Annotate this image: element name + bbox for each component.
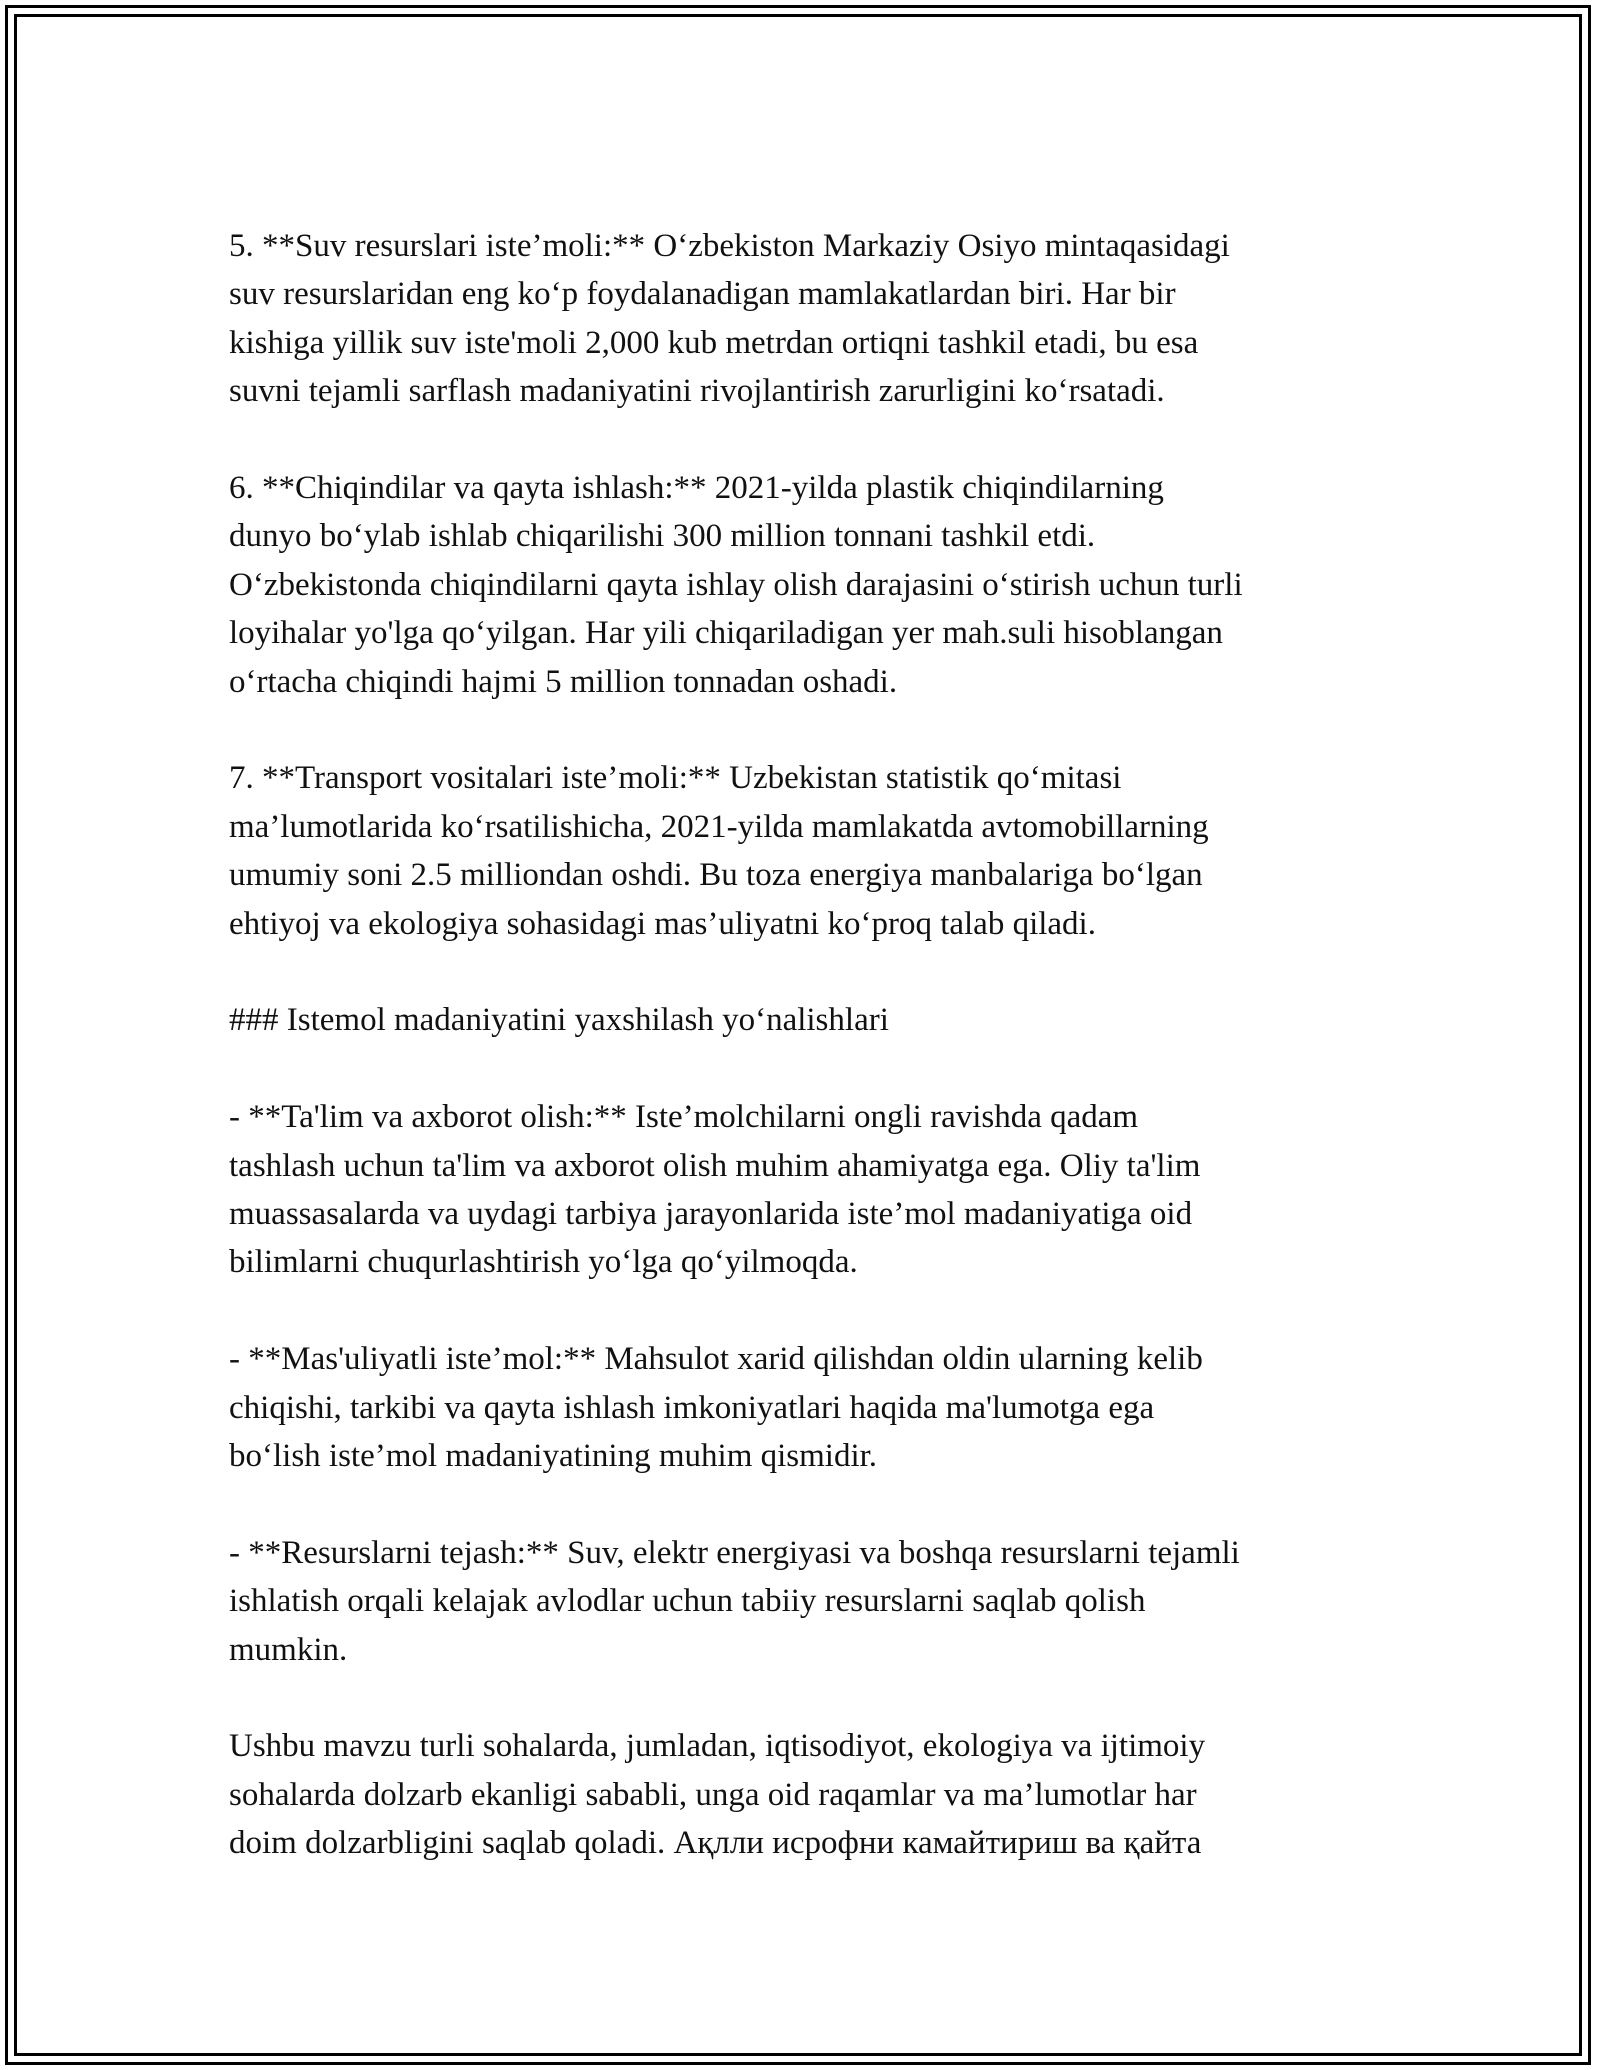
text-line: ehtiyoj va ekologiya sohasidagi mas’uliyatni ko‘proq talab qiladi. xyxy=(229,905,1096,942)
text-line: Ushbu mavzu turli sohalarda, jumladan, iqtisodiyot, ekologiya va ijtimoiy xyxy=(229,1728,1206,1765)
document-body xyxy=(229,222,1409,1916)
text-line: kishiga yillik suv iste'moli 2,000 kub metrdan ortiqni tashkil etadi, bu esa xyxy=(229,324,1199,361)
paragraph-conclusion xyxy=(229,1722,1409,1867)
text-line: - **Resurslarni tejash:** Suv, elektr energiyasi va boshqa resurslarni tejamli xyxy=(229,1534,1240,1571)
paragraph-water-resources xyxy=(229,222,1409,416)
text-line: suvni tejamli sarflash madaniyatini rivojlantirish zarurligini ko‘rsatadi. xyxy=(229,373,1165,410)
bullet-resource-saving xyxy=(229,1529,1409,1674)
text-line: ma’lumotlarida ko‘rsatilishicha, 2021-yilda mamlakatda avtomobillarning xyxy=(229,808,1209,845)
text-line: umumiy soni 2.5 milliondan oshdi. Bu toza energiya manbalariga bo‘lgan xyxy=(229,857,1203,894)
paragraph-transport xyxy=(229,754,1409,948)
text-line: O‘zbekistonda chiqindilarni qayta ishlay olish darajasini o‘stirish uchun turli xyxy=(229,566,1243,603)
text-line: dunyo bo‘ylab ishlab chiqarilishi 300 million tonnani tashkil etdi. xyxy=(229,518,1096,555)
text-line: o‘rtacha chiqindi hajmi 5 million tonnadan oshadi. xyxy=(229,663,898,700)
text-line: 7. **Transport vositalari iste’moli:** Uzbekistan statistik qo‘mitasi xyxy=(229,760,1122,797)
text-line: ishlatish orqali kelajak avlodlar uchun tabiiy resurslarni saqlab qolish xyxy=(229,1583,1146,1620)
text-line: doim dolzarbligini saqlab qoladi. Ақлли исрофни камайтириш ва қайта xyxy=(229,1825,1202,1862)
text-line: - **Ta'lim va axborot olish:** Iste’molchilarni ongli ravishda qadam xyxy=(229,1099,1139,1136)
text-line: suv resurslaridan eng ko‘p foydalanadigan mamlakatlardan biri. Har bir xyxy=(229,276,1176,313)
text-line: chiqishi, tarkibi va qayta ishlash imkoniyatlari haqida ma'lumotga ega xyxy=(229,1389,1155,1426)
bullet-education xyxy=(229,1093,1409,1287)
text-line: muassasalarda va uydagi tarbiya jarayonlarida iste’mol madaniyatiga oid xyxy=(229,1196,1193,1233)
section-heading xyxy=(229,996,1409,1044)
text-line: 6. **Chiqindilar va qayta ishlash:** 2021-yilda plastik chiqindilarning xyxy=(229,470,1164,507)
text-line: - **Mas'uliyatli iste’mol:** Mahsulot xarid qilishdan oldin ularning kelib xyxy=(229,1341,1203,1378)
text-line: tashlash uchun ta'lim va axborot olish muhim ahamiyatga ega. Oliy ta'lim xyxy=(229,1147,1201,1184)
text-line: mumkin. xyxy=(229,1631,348,1668)
text-line: bilimlarni chuqurlashtirish yo‘lga qo‘yilmoqda. xyxy=(229,1244,858,1281)
paragraph-waste-recycling xyxy=(229,464,1409,706)
heading-text: ### Istemol madaniyatini yaxshilash yo‘nalishlari xyxy=(229,1002,889,1039)
text-line: bo‘lish iste’mol madaniyatining muhim qismidir. xyxy=(229,1438,878,1475)
text-line: 5. **Suv resurslari iste’moli:** O‘zbekiston Markaziy Osiyo mintaqasidagi xyxy=(229,228,1230,264)
text-line: loyihalar yo'lga qo‘yilgan. Har yili chiqariladigan yer mah.suli hisoblangan xyxy=(229,615,1223,652)
bullet-responsible-consumption xyxy=(229,1335,1409,1480)
text-line: sohalarda dolzarb ekanligi sababli, unga oid raqamlar va ma’lumotlar har xyxy=(229,1776,1197,1813)
